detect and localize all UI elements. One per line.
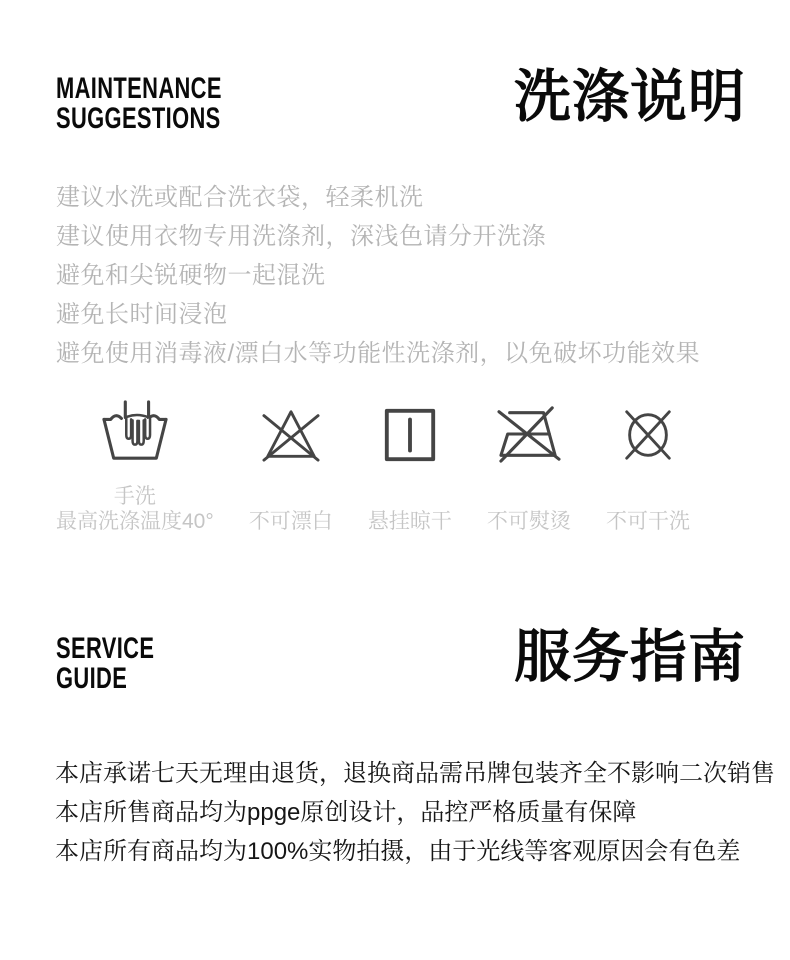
wash-title-zh: 洗涤说明: [514, 65, 746, 129]
maintenance-title-en: [56, 74, 222, 134]
service-title-en: [56, 634, 154, 694]
care-item-no-bleach: [249, 394, 333, 534]
care-label: 悬挂晾干: [367, 510, 452, 533]
service-section-header: [0, 625, 790, 695]
maintenance-title-line1: MAINTENANCE: [56, 72, 222, 105]
care-item-hand-wash: [56, 394, 214, 534]
wash-tip: 建议使用衣物专用洗涤剂，深浅色请分开洗涤: [56, 223, 546, 250]
wash-tip: 建议水洗或配合洗衣袋，轻柔机洗: [56, 184, 424, 211]
service-title-line1: SERVICE: [56, 632, 155, 665]
wash-tips-list: [56, 178, 746, 373]
service-policies-list: [55, 754, 775, 871]
care-label: 不可漂白: [248, 510, 333, 533]
wash-tip: 避免使用消毒液/漂白水等功能性洗涤剂，以免破坏功能效果: [56, 340, 701, 367]
service-policy: 本店所售商品均为ppge原创设计，品控严格质量有保障: [55, 799, 637, 826]
hang-dry-icon: [381, 406, 439, 464]
service-policy: 本店承诺七天无理由退货，退换商品需吊牌包装齐全不影响二次销售: [55, 760, 775, 787]
care-item-hang-dry: [368, 394, 452, 534]
care-label: 最高洗涤温度40°: [56, 510, 214, 533]
hand-wash-icon: [100, 400, 170, 464]
service-title-line2: GUIDE: [56, 662, 128, 695]
care-item-no-dry-clean: [606, 394, 690, 534]
wash-tip: 避免长时间浸泡: [56, 301, 228, 328]
care-label: 不可干洗: [605, 510, 690, 533]
no-bleach-icon: [260, 406, 322, 464]
no-dry-clean-icon: [618, 406, 678, 464]
maintenance-title-line2: SUGGESTIONS: [56, 102, 221, 135]
wash-section-header: [0, 0, 790, 134]
care-symbols-row: [56, 394, 690, 534]
care-label-top: 手洗: [113, 485, 156, 508]
service-title-zh: 服务指南: [514, 625, 746, 689]
care-item-no-iron: [487, 394, 571, 534]
service-policy: 本店所有商品均为100%实物拍摄，由于光线等客观原因会有色差: [55, 838, 741, 865]
no-iron-icon: [496, 404, 562, 464]
wash-tip: 避免和尖锐硬物一起混洗: [56, 262, 326, 289]
care-label: 不可熨烫: [486, 510, 571, 533]
